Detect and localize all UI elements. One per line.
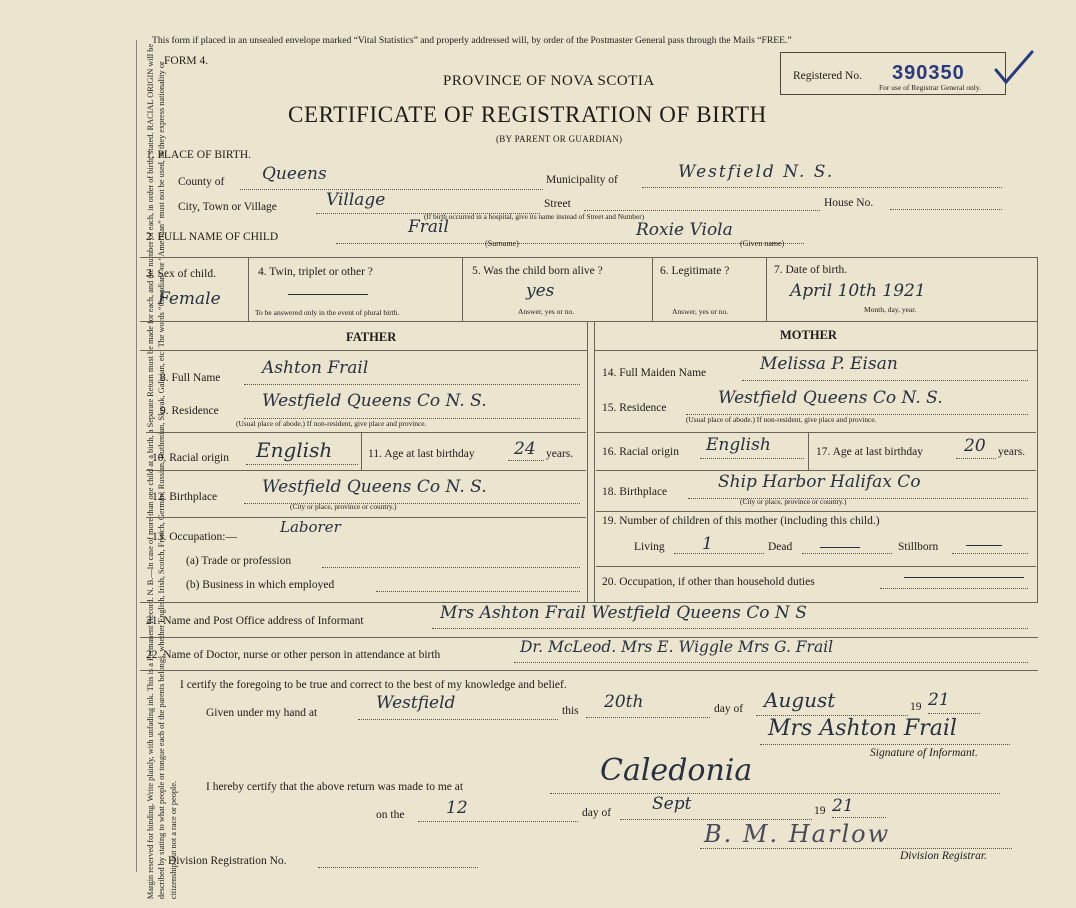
living-label: Living [634,541,665,553]
row3-divider [652,257,653,321]
father-heading: FATHER [346,330,397,344]
legitimate-note: Answer, yes or no. [672,307,729,316]
father-age: 24 [514,439,536,459]
stillborn-label: Stillborn [898,541,939,553]
given-day-of-label: day of [714,703,744,715]
division-registration-line [318,867,478,868]
margin-instructions: Margin reserved for binding. Write plainly, with unfading ink. This is a Permanent Record. N. B.—In case of more than one child at a birth, a Separate Return must be made for each, and the number of each, in order of birth, stated. RACIAL ORIGIN will be described by stating to what people or tongue each of the parents belongs, whether English, Irish, Scotch, French, German, Russian, Ruthenian, Slovak, Galician, etc. The words “Canadian” or “American” must not be used, as they express nationality or citizenship but not a race or people. [145,43,178,900]
registered-label: Registered No. [793,70,862,82]
registrar-year-line [832,817,886,818]
twin-label: 4. Twin, triplet or other ? [258,266,373,278]
birthdate-note: Month, day, year. [864,305,917,314]
sex-value: Female [158,289,221,309]
father-age-divider [361,432,362,470]
registrar-signature-line [700,848,1012,849]
mother-occupation-label: 20. Occupation, if other than household duties [602,576,815,588]
mother-residence-label: 15. Residence [602,402,667,414]
mother-heading: MOTHER [780,328,837,342]
given-label: Given under my hand at [206,707,318,719]
mother-racial-line [700,458,804,459]
child-given-name: Roxie Viola [636,220,733,240]
mother-row-rule [596,470,1036,471]
row3-bottom-border [140,321,1038,322]
father-occupation-label: 13. Occupation:— [152,531,237,543]
registration-box [780,52,1006,95]
mother-heading-rule [594,350,1037,351]
children-count-label: 19. Number of children of this mother (including this child.) [602,515,880,527]
mother-years: years. [998,446,1026,458]
living-value: 1 [702,534,713,554]
informant-line [432,628,1028,629]
father-row-rule [146,432,586,433]
parents-divider [587,321,588,602]
attendant-line [514,662,1028,663]
father-birthplace-note: (City or place, province or country.) [290,502,397,511]
sex-label: 3. Sex of child. [146,268,216,280]
page-subtitle: (BY PARENT OR GUARDIAN) [496,134,623,144]
mother-occupation-line [880,588,1028,589]
surname-caption: (Surname) [485,239,519,248]
attendant-rule [140,670,1038,671]
mother-name-label: 14. Full Maiden Name [602,367,707,379]
father-residence-note: (Usual place of abode.) If non-resident, give place and province. [236,419,427,428]
registrar-signature: B. M. Harlow [704,820,891,848]
father-age-line [508,460,544,461]
hospital-note: (If birth occurred in a hospital, give its name instead of Street and Number) [424,212,645,221]
certification-statement: I certify the foregoing to be true and correct to the best of my knowledge and belief. [180,679,567,691]
child-name-line [336,243,804,244]
province-heading: PROVINCE OF NOVA SCOTIA [443,73,655,89]
given-day: 20th [604,692,644,712]
registrar-year: 21 [832,796,854,816]
business-line [376,591,580,592]
father-residence: Westfield Queens Co N. S. [262,391,487,411]
stillborn-line [952,553,1028,554]
father-birthplace-label: 12. Birthplace [152,491,218,503]
checkmark-icon [992,48,1038,94]
house-label: House No. [824,197,874,209]
informant-label: 21. Name and Post Office address of Informant [146,615,364,627]
registrar-use-note: For use of Registrar General only. [879,83,981,92]
given-year-line [928,713,980,714]
mother-birthplace-note: (City or place, province or country.) [740,497,847,506]
trade-label: (a) Trade or profession [186,555,292,567]
registrar-day-line [418,821,578,822]
registrar-month: Sept [652,794,692,814]
alive-value: yes [526,281,555,301]
mother-row-rule [596,566,1036,567]
alive-label: 5. Was the child born alive ? [472,265,603,277]
twin-value-line [288,294,368,295]
mother-age-divider [808,432,809,470]
living-line [674,553,764,554]
mother-name-line [742,380,1028,381]
registered-number: 390350 [892,62,965,84]
binding-border [136,40,137,872]
form-number: FORM 4. [164,55,209,67]
registrar-place: Caledonia [600,753,753,788]
registrar-day-of-label: day of [582,807,612,819]
twin-note: To be answered only in the event of plural birth. [255,308,400,317]
given-year-prefix: 19 [910,701,922,713]
stillborn-dash [966,545,1002,546]
dead-line [802,553,892,554]
legitimate-label: 6. Legitimate ? [660,265,730,277]
municipality-line [642,187,1002,188]
mother-residence-note: (Usual place of abode.) If non-resident, give place and province. [686,415,877,424]
birthdate-label: 7. Date of birth. [774,264,848,276]
right-border [1037,257,1038,602]
registrar-place-line [550,793,1000,794]
mother-racial: English [706,435,771,455]
father-row-rule [146,470,586,471]
father-name-line [244,384,580,385]
mother-birthplace-label: 18. Birthplace [602,486,668,498]
father-row-rule [146,517,586,518]
given-place-line [358,719,558,720]
registrar-signature-label: Division Registrar. [900,850,987,862]
alive-note: Answer, yes or no. [518,307,575,316]
father-birthplace: Westfield Queens Co N. S. [262,477,487,497]
child-surname: Frail [408,217,449,237]
registrar-year-prefix: 19 [814,805,826,817]
birthdate-value: April 10th 1921 [790,281,926,301]
city-value: Village [326,190,386,210]
row3-top-border [140,257,1038,258]
row3-divider [766,257,767,321]
informant-signature-line [760,744,1010,745]
registrar-on-label: on the [376,809,405,821]
row3-divider [248,257,249,321]
street-line [584,210,820,211]
county-label: County of [178,176,225,188]
father-name: Ashton Frail [262,358,369,378]
father-heading-rule [140,350,587,351]
father-residence-label: 9. Residence [160,405,219,417]
father-name-label: 8. Full Name [160,372,221,384]
child-name-label: 2. FULL NAME OF CHILD [146,231,279,243]
father-age-label: 11. Age at last birthday [368,448,475,460]
registrar-day: 12 [446,798,468,818]
mother-row-rule [596,511,1036,512]
county-value: Queens [262,164,327,184]
attendant-label: 22. Name of Doctor, nurse or other person in attendance at birth [146,649,441,661]
mother-name: Melissa P. Eisan [760,354,898,374]
street-label: Street [544,198,571,210]
given-month: August [764,688,836,712]
city-label: City, Town or Village [178,201,277,213]
father-racial: English [256,438,333,462]
mother-racial-label: 16. Racial origin [602,446,679,458]
mother-birthplace: Ship Harbor Halifax Co [718,472,921,492]
given-day-line [586,717,710,718]
municipality-value: Westfield N. S. [678,162,835,182]
given-name-caption: (Given name) [740,239,785,248]
business-label: (b) Business in which employed [186,579,335,591]
county-line [240,189,543,190]
dead-label: Dead [768,541,793,553]
mother-age-label: 17. Age at last birthday [816,446,923,458]
this-label: this [562,705,579,717]
informant-signature: Mrs Ashton Frail [768,716,957,741]
dead-dash [820,547,860,548]
page-title: CERTIFICATE OF REGISTRATION OF BIRTH [288,102,767,127]
trade-line [322,567,580,568]
mother-row-rule [596,432,1036,433]
father-occupation: Laborer [280,518,341,536]
place-of-birth-label: 1. PLACE OF BIRTH. [146,149,252,161]
father-racial-label: 10. Racial origin [152,452,229,464]
given-place: Westfield [376,693,456,713]
mother-residence: Westfield Queens Co N. S. [718,388,943,408]
row3-divider [462,257,463,321]
municipality-label: Municipality of [546,174,618,186]
postal-notice: This form if placed in an unsealed envelope marked “Vital Statistics” and properly addressed will, by order of the Postmaster General pass through the Mails “FREE.” [152,35,792,46]
mother-age: 20 [964,436,986,456]
house-line [890,209,1002,210]
mother-occupation-dash [904,577,1024,578]
informant-value: Mrs Ashton Frail Westfield Queens Co N S [440,603,807,623]
registrar-statement: I hereby certify that the above return was made to me at [206,781,464,793]
parents-divider [594,321,595,602]
mother-birthplace-line [688,498,1028,499]
division-registration-label: Division Registration No. [168,855,287,867]
given-year: 21 [928,690,950,710]
informant-signature-label: Signature of Informant. [870,747,978,759]
mother-age-line [956,458,996,459]
father-racial-line [246,464,358,465]
father-years: years. [546,448,574,460]
attendant-value: Dr. McLeod. Mrs E. Wiggle Mrs G. Frail [520,638,834,656]
